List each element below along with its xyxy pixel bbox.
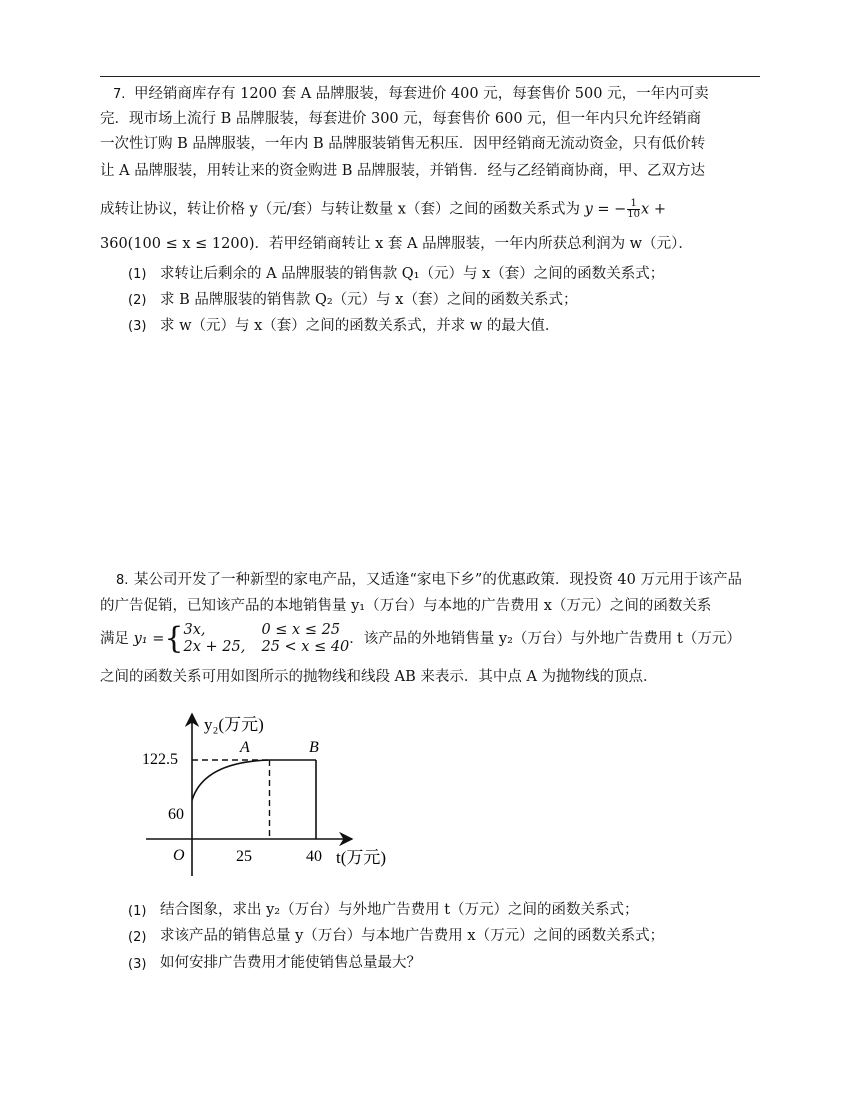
q7-line-6: 360(100 ≤ x ≤ 1200)．若甲经销商转让 x 套 A 品牌服装，一年内所获总利润为 w（元）．: [100, 236, 693, 252]
q8-line-1: 某公司开发了一种新型的家电产品，又适逢“家电下乡”的优惠政策．现投资 40 万元用于该产品: [134, 572, 742, 588]
q8-case-1-cond: 0 ≤ x ≤ 25: [261, 622, 341, 638]
y-axis-label: y₂(万元): [204, 715, 264, 734]
x-axis-label: t(万元): [336, 848, 387, 867]
q7-sub2-text: 求 B 品牌服装的销售款 Q₂（元）与 x（套）之间的函数关系式；: [160, 292, 578, 308]
q8-pw-brace: {: [164, 621, 184, 656]
q8-line-3-pre: 满足: [100, 631, 129, 647]
q8-case-1-expr: 3x,: [183, 622, 206, 638]
x-tick-25: 25: [236, 848, 252, 865]
q8-number: 8.: [116, 573, 129, 588]
chart-marks: [192, 760, 316, 839]
q8-sub2-number: (2): [128, 930, 147, 945]
q8-sub1-text: 结合图象，求出 y₂（万台）与外地广告费用 t（万元）之间的函数关系式；: [160, 902, 639, 918]
q7-sub2-number: (2): [128, 293, 147, 308]
q7-line-1: 甲经销商库存有 1200 套 A 品牌服装，每套进价 400 元，每套售价 500 元，一年内可卖: [134, 86, 709, 102]
q7-sub3-number: (3): [128, 319, 147, 334]
q7-line-2: 完．现市场上流行 B 品牌服装，每套进价 300 元，每套售价 600 元，但一年内只允许经销商: [100, 111, 702, 127]
q8-graph: [140, 708, 400, 888]
q8-case-2-cond: 25 < x ≤ 40: [261, 639, 350, 655]
q8-case-2-expr: 2x + 25,: [183, 639, 246, 655]
q7-formula-tail: x +: [641, 201, 666, 218]
q8-line-4: 之间的函数关系可用如图所示的抛物线和线段 AB 来表示．其中点 A 为抛物线的顶点．: [100, 669, 658, 685]
q7-line-3: 一次性订购 B 品牌服装，一年内 B 品牌服装销售无积压．因甲经销商无流动资金，只有低价转: [100, 136, 706, 152]
q8-case-1: [183, 622, 349, 639]
header-rule: [100, 76, 760, 77]
q8-sub2-text: 求该产品的销售总量 y（万台）与本地广告费用 x（万元）之间的函数关系式；: [160, 928, 665, 944]
q7-formula-lhs: y = −: [584, 201, 627, 218]
q7-line-5: [100, 199, 666, 220]
q7-fraction: [627, 199, 640, 220]
y-tick-122-5: 122.5: [142, 751, 178, 768]
q7-frac-den: 10: [627, 209, 641, 220]
q8-pw-cases: [183, 622, 349, 656]
q8-sub3-text: 如何安排广告费用才能使销售总量最大？: [160, 955, 421, 971]
q8-sub1-number: (1): [128, 904, 147, 919]
q7-sub3-text: 求 w（元）与 x（套）之间的函数关系式，并求 w 的最大值．: [160, 318, 560, 334]
point-label-b: B: [309, 739, 319, 756]
q8-sub3-number: (3): [128, 957, 147, 972]
q7-line-5-text: 成转让协议，转让价格 y（元/套）与转让数量 x（套）之间的函数关系式为: [100, 201, 580, 218]
q8-line-3: [100, 622, 741, 656]
y-tick-60: 60: [168, 806, 184, 823]
q7-sub1-number: (1): [128, 267, 147, 282]
q8-pw-lhs: y₁ =: [133, 631, 165, 647]
q8-line-2: 的广告促销，已知该产品的本地销售量 y₁（万台）与本地的广告费用 x（万元）之间的函数关系: [100, 598, 712, 614]
parabola-curve: [192, 760, 270, 800]
origin-label: O: [173, 847, 185, 864]
q7-sub1-text: 求转让后剩余的 A 品牌服装的销售款 Q₁（元）与 x（套）之间的函数关系式；: [160, 266, 665, 282]
q8-case-2: [183, 639, 349, 656]
point-label-a: A: [240, 739, 250, 756]
q8-line-3-post: ．该产品的外地销售量 y₂（万台）与外地广告费用 t（万元）: [349, 631, 741, 647]
x-tick-40: 40: [306, 848, 322, 865]
q8-piecewise: [134, 622, 350, 656]
q7-line-4: 让 A 品牌服装，用转让来的资金购进 B 品牌服装，并销售．经与乙经销商协商，甲、乙双方达: [100, 163, 706, 179]
q7-frac-num: 1: [627, 199, 640, 210]
q7-number: 7.: [113, 87, 126, 102]
